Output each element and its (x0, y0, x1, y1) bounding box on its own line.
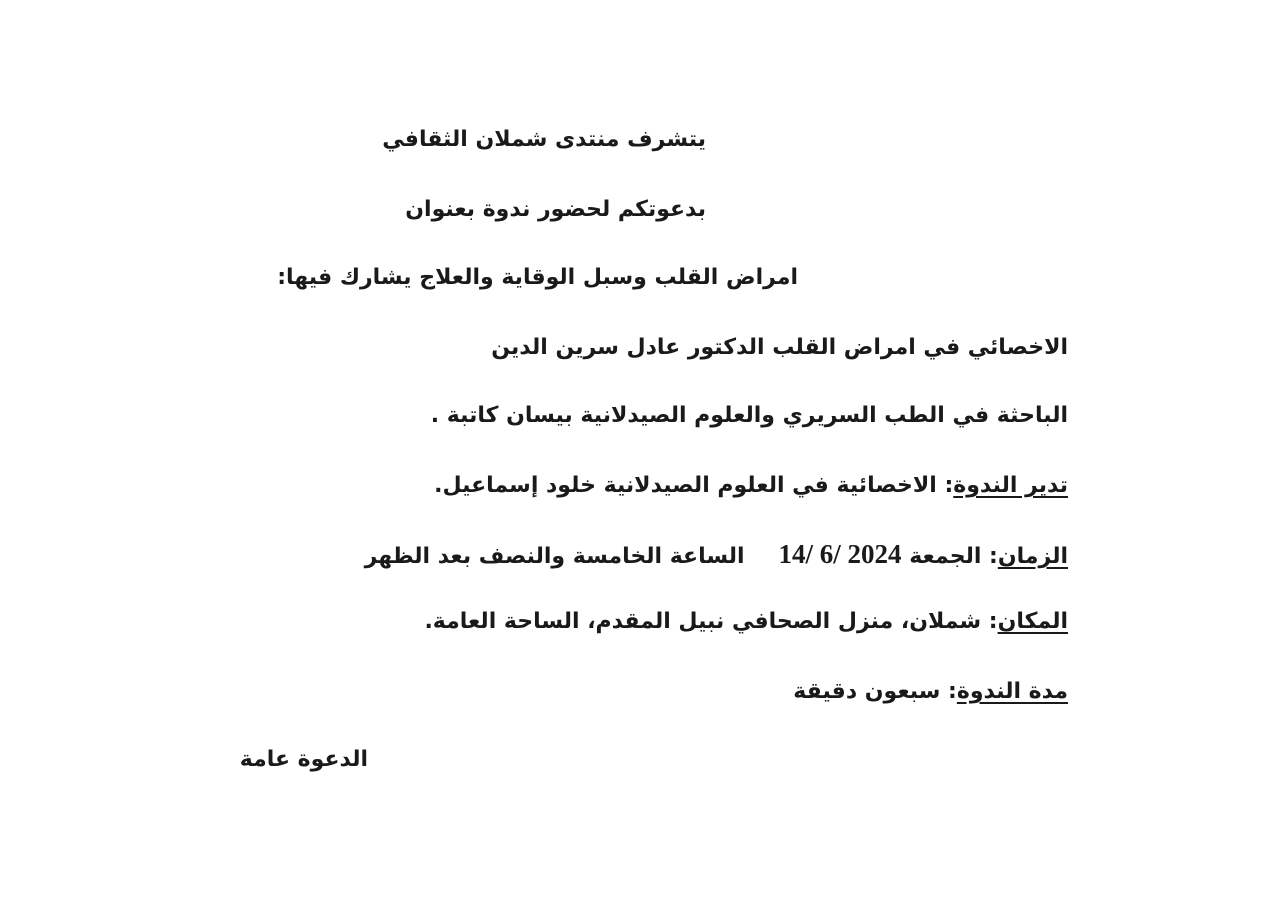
duration-value: سبعون دقيقة (793, 679, 941, 704)
duration-line: مدة الندوة: سبعون دقيقة (793, 679, 1068, 704)
place-value: شملان، منزل الصحافي نبيل المقدم، الساحة العامة. (424, 609, 982, 634)
time-label: الزمان (997, 544, 1068, 569)
duration-label: مدة الندوة (956, 679, 1068, 704)
time-date: 14/ 6/ 2024 (778, 539, 902, 569)
seminar-title: امراض القلب وسبل الوقاية والعلاج يشارك فيها: (277, 265, 798, 290)
time-day: الجمعة (909, 544, 982, 569)
invitation-text: بدعوتكم لحضور ندوة بعنوان (405, 197, 706, 222)
place-line: المكان: شملان، منزل الصحافي نبيل المقدم، الساحة العامة. (424, 609, 1068, 634)
moderator-label: تدير الندوة (953, 473, 1068, 498)
time-hour: الساعة الخامسة والنصف بعد الظهر (364, 544, 745, 569)
speaker-2: الباحثة في الطب السريري والعلوم الصيدلانية بيسان كاتبة . (430, 403, 1068, 428)
speaker-1: الاخصائي في امراض القلب الدكتور عادل سرين الدين (491, 335, 1068, 360)
moderator-value: الاخصائية في العلوم الصيدلانية خلود إسماعيل. (434, 473, 937, 498)
place-label: المكان (997, 609, 1068, 634)
moderator-line: تدير الندوة: الاخصائية في العلوم الصيدلانية خلود إسماعيل. (434, 473, 1068, 498)
closing-note: الدعوة عامة (239, 747, 368, 772)
invitation-host: يتشرف منتدى شملان الثقافي (382, 127, 706, 152)
time-line: الزمان: الجمعة 14/ 6/ 2024الساعة الخامسة والنصف بعد الظهر (364, 539, 1068, 569)
